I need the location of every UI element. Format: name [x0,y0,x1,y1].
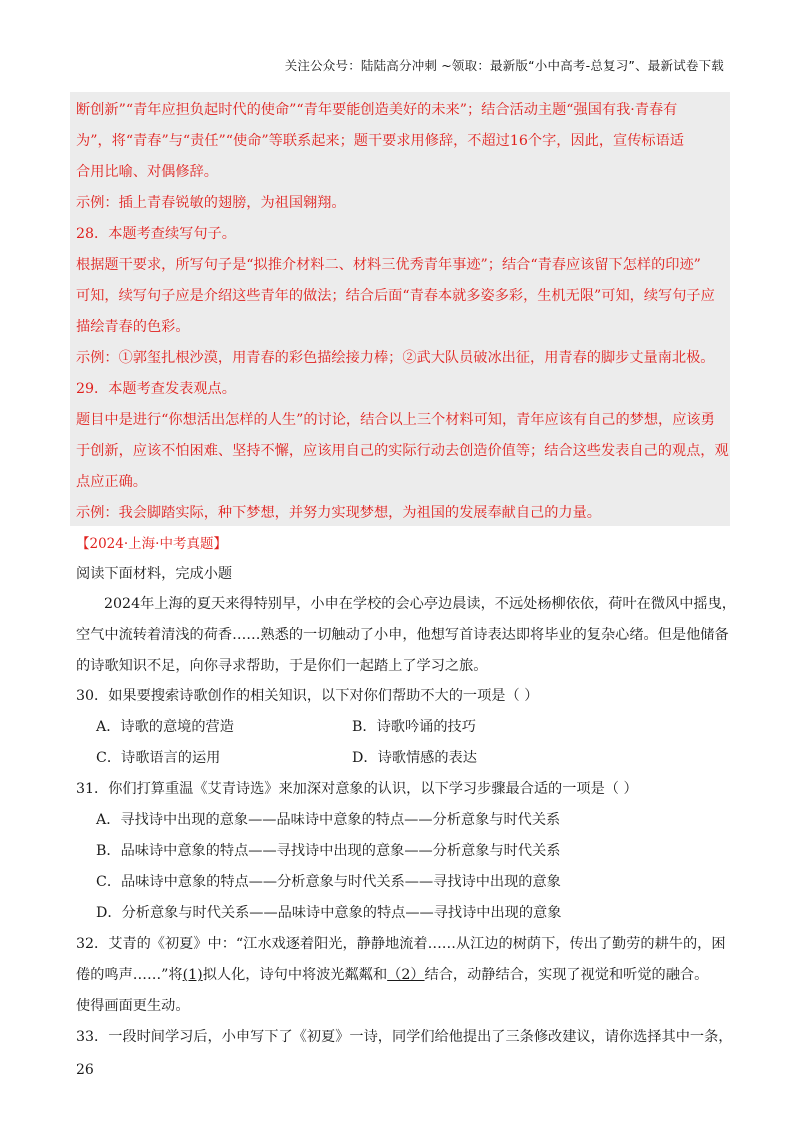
q32-blank-1: (1) [182,967,203,983]
answer-line: 于创新，应该不怕困难、坚持不懈，应该用自己的实际行动去创造价值等；结合这些发表自己的观点，观 [76,443,729,459]
answer-line: 断创新”“青年应担负起时代的使命”“青年要能创造美好的未来”；结合活动主题“强国有我·青春有 [76,102,678,118]
question-30-stem: 30．如果要搜索诗歌创作的相关知识，以下对你们帮助不大的一项是（ ） [76,688,539,704]
q32-text: 倦的鸣声……”将 [76,967,183,983]
answer-line: 题目中是进行“你想活出怎样的人生”的讨论，结合以上三个材料可知，青年应该有自己的梦想，应该勇 [76,412,715,428]
question-31-stem: 31．你们打算重温《艾青诗选》来加深对意象的认识，以下学习步骤最合适的一项是（ ） [76,781,638,797]
answer-line: 为”，将“青春”与“责任”“使命”等联系起来；题干要求用修辞，不超过16个字，因此，宣传标语适 [76,133,684,149]
q31-option-d: D．分析意象与时代关系——品味诗中意象的特点——寻找诗中出现的意象 [96,905,562,921]
answer-line: 根据题干要求，所写句子是“拟推介材料二、材料三优秀青年事迹”；结合“青春应该留下怎样的印迹” [76,257,701,273]
section-title: 【2024·上海·中考真题】 [76,536,227,552]
q32-text: 拟人化，诗句中将波光粼粼和 [202,967,388,983]
answer-heading: 28．本题考查续写句子。 [76,226,236,242]
q30-option-a: A．诗歌的意境的营造 [96,719,234,735]
answer-heading: 29．本题考查发表观点。 [76,381,236,397]
q32-blank-2: （2） [387,967,425,983]
q30-option-b: B．诗歌吟诵的技巧 [352,719,476,735]
q30-option-d: D．诗歌情感的表达 [352,750,477,766]
passage-line: 2024年上海的夏天来得特别早，小申在学校的会心亭边晨读，不远处杨柳依依，荷叶在微风中摇曳， [104,596,736,612]
question-32-line: 32．艾青的《初夏》中：“江水戏逐着阳光，静静地流着……从江边的树荫下，传出了勤劳的耕牛的，困 [76,936,726,952]
question-32-line: 使得画面更生动。 [76,998,190,1014]
instruction: 阅读下面材料，完成小题 [76,566,233,582]
question-33-stem: 33．一段时间学习后，小申写下了《初夏》一诗，同学们给他提出了三条修改建议，请你选择其中一条， [76,1029,733,1045]
answer-example: 示例：插上青春锐敏的翅膀，为祖国翱翔。 [76,195,346,211]
answer-line: 合用比喻、对偶修辞。 [76,164,218,180]
q31-option-b: B．品味诗中意象的特点——寻找诗中出现的意象——分析意象与时代关系 [96,843,561,859]
answer-line: 点应正确。 [76,474,147,490]
page-header: 关注公众号：陆陆高分冲刺 ~领取：最新版“小中高考-总复习”、最新试卷下载 [284,58,724,73]
answer-line: 可知，续写句子应是介绍这些青年的做法；结合后面“青春本就多姿多彩，生机无限”可知，续写句子应 [76,288,715,304]
question-32-line [76,965,708,985]
q31-option-c: C．品味诗中意象的特点——分析意象与时代关系——寻找诗中出现的意象 [96,874,561,890]
passage-line: 的诗歌知识不足，向你寻求帮助，于是你们一起踏上了学习之旅。 [76,658,488,674]
answer-line: 描绘青春的色彩。 [76,319,190,335]
answer-example: 示例：①郭玺扎根沙漠，用青春的彩色描绘接力棒；②武大队员破冰出征，用青春的脚步丈量南北极。 [76,350,715,366]
answer-example: 示例：我会脚踏实际，种下梦想，并努力实现梦想，为祖国的发展奉献自己的力量。 [76,505,601,521]
q32-text: 结合，动静结合，实现了视觉和听觉的融合。 [424,967,709,983]
passage-line: 空气中流转着清浅的荷香……熟悉的一切触动了小申，他想写首诗表达即将毕业的复杂心绪。但是他储备 [76,627,729,643]
q31-option-a: A．寻找诗中出现的意象——品味诗中意象的特点——分析意象与时代关系 [96,812,561,828]
page-number: 26 [76,1062,94,1078]
q30-option-c: C．诗歌语言的运用 [96,750,221,766]
